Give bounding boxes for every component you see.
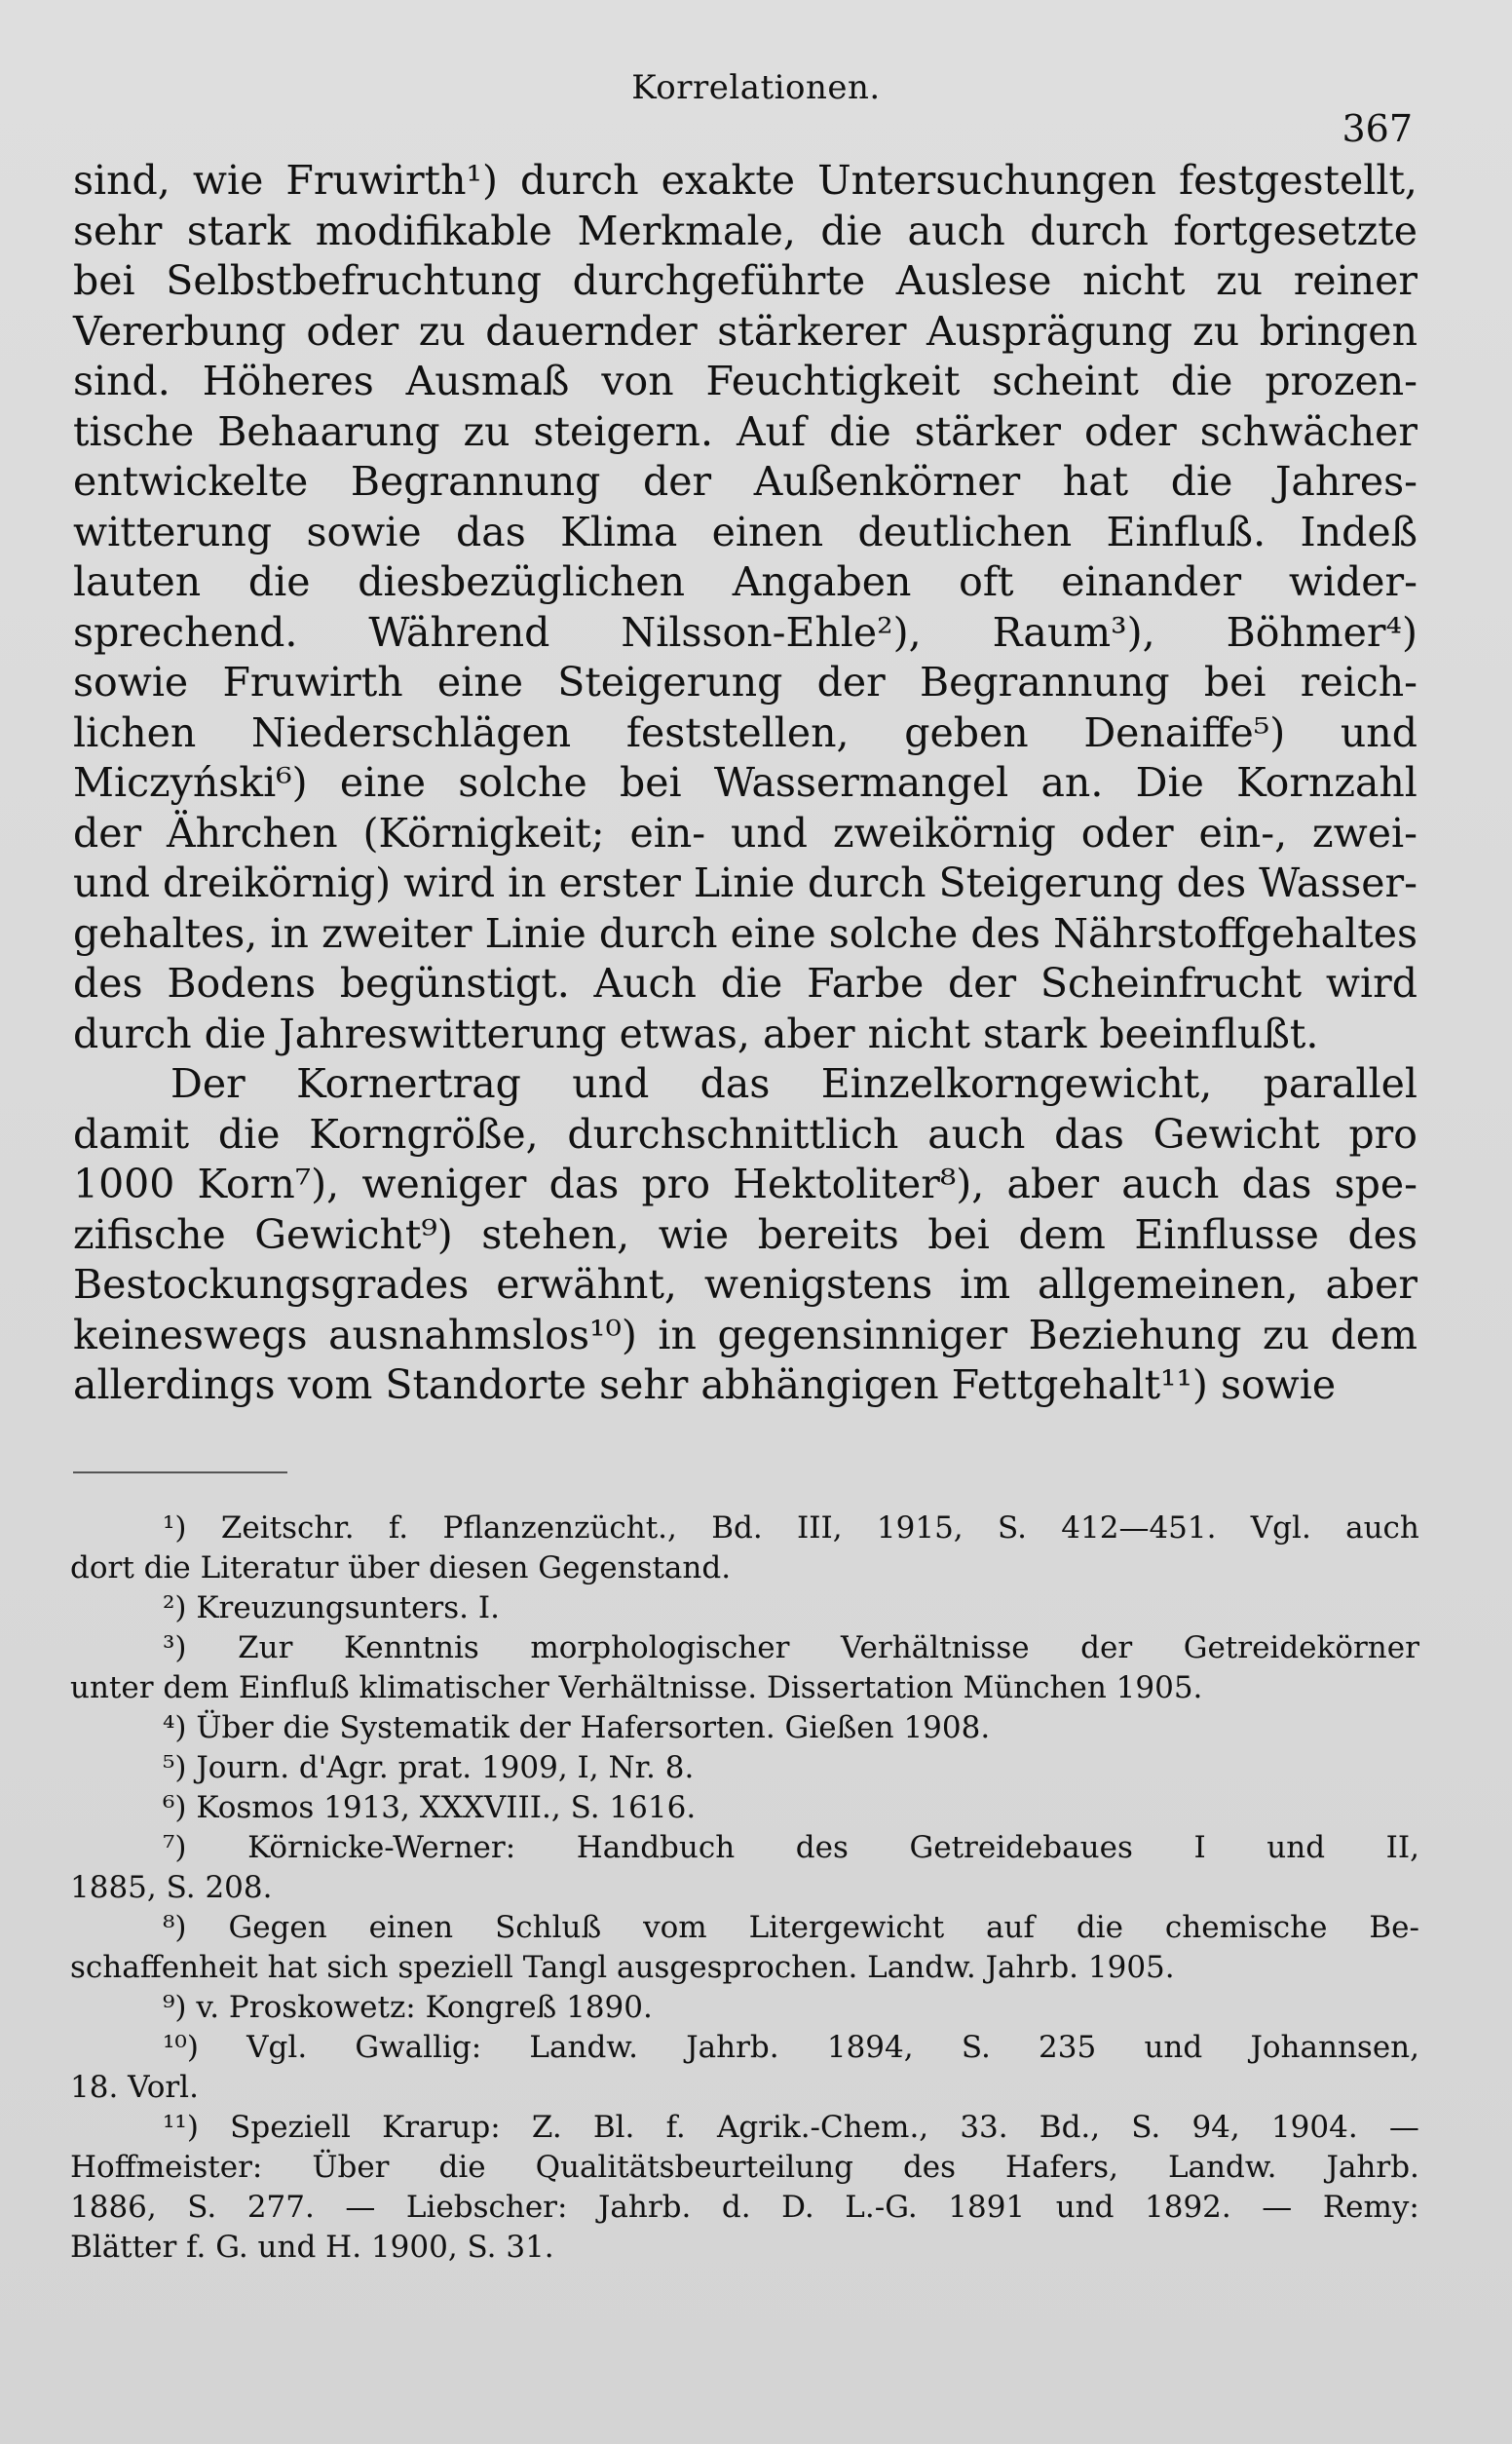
body-line: zifische Gewicht⁹) stehen, wie bereits bei dem Einflusse des [73,1210,1418,1258]
body-line: Der Kornertrag und das Einzelkorngewicht, parallel [170,1060,1418,1107]
footnote-line: 18. Vorl. [70,2070,199,2105]
footnote-line: ⁹) v. Proskowetz: Kongreß 1890. [163,1990,653,2025]
body-line: und dreikörnig) wird in erster Linie durch Steigerung des Wasser- [73,859,1418,906]
body-line: Miczyński⁶) eine solche bei Wassermangel an. Die Kornzahl [73,759,1418,806]
footnote-line: ⁷) Körnicke-Werner: Handbuch des Getreidebaues I und II, [163,1830,1419,1865]
body-line: allerdings vom Standorte sehr abhängigen Fettgehalt¹¹) sowie [73,1361,1337,1408]
running-title: Korrelationen. [631,68,881,107]
footnote-line: ⁸) Gegen einen Schluß vom Litergewicht auf die chemische Be- [163,1910,1419,1945]
body-line: Bestockungsgrades erwähnt, wenigstens im allgemeinen, aber [73,1261,1418,1308]
footnote-line: schaffenheit hat sich speziell Tangl ausgesprochen. Landw. Jahrb. 1905. [70,1950,1175,1985]
body-line: keineswegs ausnahmslos¹⁰) in gegensinniger Beziehung zu dem [73,1311,1418,1358]
body-line: durch die Jahreswitterung etwas, aber nicht stark beeinflußt. [73,1010,1319,1057]
body-line: sind, wie Fruwirth¹) durch exakte Untersuchungen festgestellt, [73,157,1418,204]
footnote-line: ⁵) Journ. d'Agr. prat. 1909, I, Nr. 8. [163,1750,695,1785]
footnote-line: Blätter f. G. und H. 1900, S. 31. [70,2230,554,2265]
body-line: lauten die diesbezüglichen Angaben oft einander wider- [73,558,1418,605]
footnote-line: 1885, S. 208. [70,1870,273,1905]
footnote-line: ⁶) Kosmos 1913, XXXVIII., S. 1616. [163,1790,697,1825]
body-line: sowie Fruwirth eine Steigerung der Begrannung bei reich- [73,659,1418,706]
body-line: sehr stark modifikable Merkmale, die auch durch fortgesetzte [73,207,1418,254]
footnote-line: ¹) Zeitschr. f. Pflanzenzücht., Bd. III, 1915, S. 412—451. Vgl. auch [163,1510,1419,1546]
body-line: 1000 Korn⁷), weniger das pro Hektoliter⁸), aber auch das spe- [73,1161,1418,1207]
footnote-line: ¹¹) Speziell Krarup: Z. Bl. f. Agrik.-Chem., 33. Bd., S. 94, 1904. — [163,2110,1419,2145]
body-line: sprechend. Während Nilsson-Ehle²), Raum³), Böhmer⁴) [73,608,1418,656]
footnote-line: dort die Literatur über diesen Gegenstand. [70,1550,732,1585]
body-line: der Ährchen (Körnigkeit; ein- und zweikörnig oder ein-, zwei- [73,809,1418,857]
body-line: des Bodens begünstigt. Auch die Farbe der Scheinfrucht wird [73,960,1418,1007]
main-text [73,156,1418,1411]
body-line: tische Behaarung zu steigern. Auf die stärker oder schwächer [73,407,1418,455]
body-line: witterung sowie das Klima einen deutlichen Einfluß. Indeß [73,508,1418,555]
footnote-line: ²) Kreuzungsunters. I. [163,1590,500,1625]
body-line: sind. Höheres Ausmaß von Feuchtigkeit scheint die prozen- [73,358,1418,404]
body-line: gehaltes, in zweiter Linie durch eine solche des Nährstoffgehaltes [73,909,1418,957]
body-line: Vererbung oder zu dauernder stärkerer Ausprägung zu bringen [73,307,1418,355]
footnote-line: unter dem Einfluß klimatischer Verhältnisse. Dissertation München 1905. [70,1670,1203,1705]
footnote-line: Hoffmeister: Über die Qualitätsbeurteilung des Hafers, Landw. Jahrb. [70,2150,1419,2185]
body-line: lichen Niederschlägen feststellen, geben Denaiffe⁵) und [73,708,1418,756]
footnote-line: ³) Zur Kenntnis morphologischer Verhältnisse der Getreidekörner [163,1630,1419,1665]
footnote-line: ⁴) Über die Systematik der Hafersorten. Gießen 1908. [163,1710,991,1745]
body-line: entwickelte Begrannung der Außenkörner hat die Jahres- [73,458,1418,505]
footnote-separator [73,1471,287,1473]
page-number: 367 [1342,107,1413,150]
body-line: bei Selbstbefruchtung durchgeführte Auslese nicht zu reiner [73,257,1418,304]
body-line: damit die Korngröße, durchschnittlich auch das Gewicht pro [73,1110,1418,1158]
footnote-line: 1886, S. 277. — Liebscher: Jahrb. d. D. L.-G. 1891 und 1892. — Remy: [70,2190,1419,2225]
footnote-line: ¹⁰) Vgl. Gwallig: Landw. Jahrb. 1894, S. 235 und Johannsen, [163,2030,1419,2065]
footnotes [70,1508,1419,2268]
